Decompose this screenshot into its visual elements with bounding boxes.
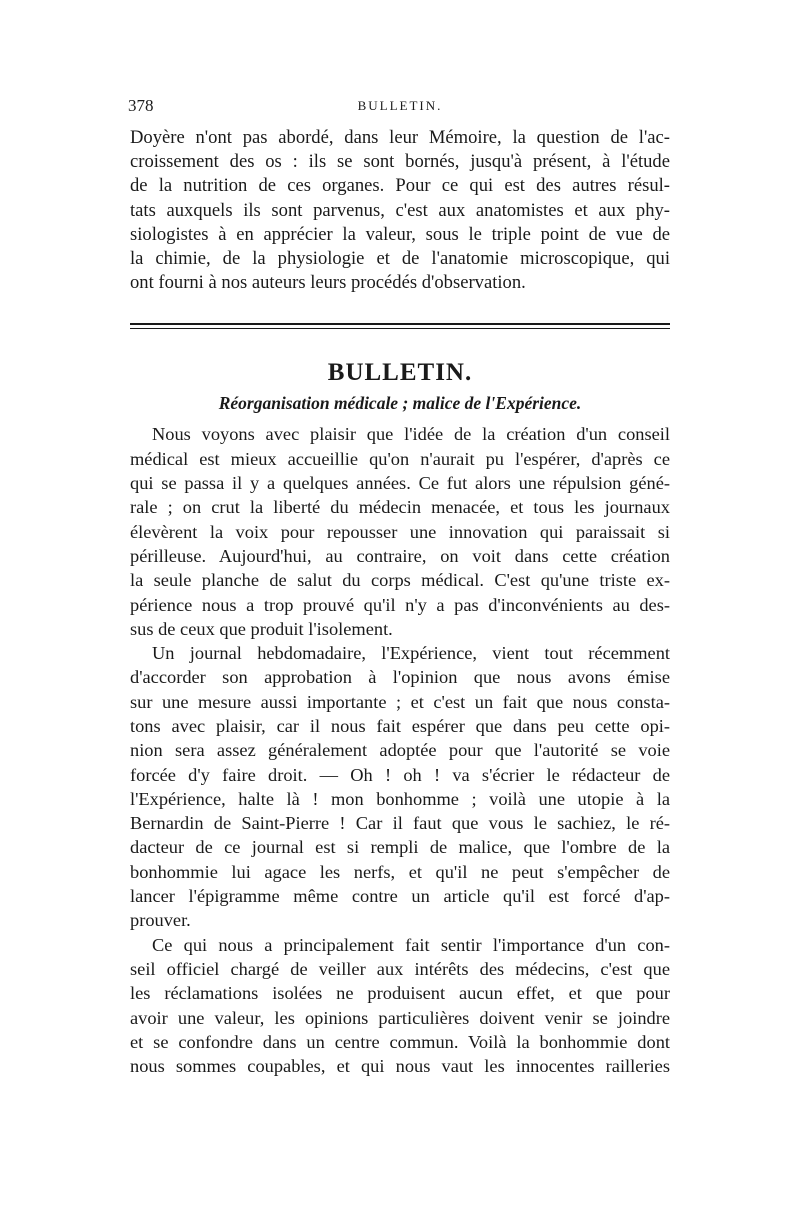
text-line: avoir une valeur, les opinions particulières doivent venir se joindre: [130, 1007, 670, 1028]
text-line: la seule planche de salut du corps médical. C'est qu'une triste ex-: [130, 570, 670, 591]
text-line: ont fourni à nos auteurs leurs procédés d'observation.: [130, 272, 526, 294]
text-line: l'Expérience, halte là ! mon bonhomme ; voilà une utopie à la: [130, 788, 670, 809]
text-line: Un journal hebdomadaire, l'Expérience, vient tout récemment: [152, 643, 670, 664]
book-page: [130, 96, 670, 1078]
text-line: tats auxquels ils sont parvenus, c'est aux anatomistes et aux phy-: [130, 199, 670, 221]
divider-rule: [130, 328, 670, 329]
text-line: bonhommie lui agace les nerfs, et qu'il ne peut s'empêcher de: [130, 861, 670, 882]
text-line: qui se passa il y a quelques années. Ce fut alors une répulsion géné-: [130, 473, 670, 494]
text-line: nion sera assez généralement adoptée pour que l'autorité se voie: [130, 740, 670, 761]
text-line: lancer l'épigramme même contre un article qu'il est forcé d'ap-: [130, 886, 670, 907]
text-line: d'accorder son approbation à l'opinion que nous avons émise: [130, 667, 670, 688]
text-line: périlleuse. Aujourd'hui, au contraire, on voit dans cette création: [130, 545, 670, 566]
text-line: nous sommes coupables, et qui nous vaut les innocentes railleries: [130, 1056, 670, 1077]
text-line: rale ; on crut la liberté du médecin menacée, et tous les journaux: [130, 497, 670, 518]
section-subtitle: Réorganisation médicale ; malice de l'Expérience.: [218, 393, 582, 414]
text-line: Ce qui nous a principalement fait sentir l'importance d'un con-: [152, 934, 670, 955]
text-line: les réclamations isolées ne produisent aucun effet, et que pour: [130, 983, 670, 1004]
text-line: Nous voyons avec plaisir que l'idée de la création d'un conseil: [152, 424, 670, 445]
divider-rule: [130, 323, 670, 325]
body-paragraph: [130, 933, 670, 1079]
text-line: de la nutrition de ces organes. Pour ce qui est des autres résul-: [130, 175, 670, 197]
text-line: périence nous a trop prouvé qu'il n'y a pas d'inconvénients au des-: [130, 594, 670, 615]
running-title: BULLETIN.: [357, 98, 443, 113]
text-line: seil officiel chargé de veiller aux intérêts des médecins, c'est que: [130, 958, 670, 979]
text-line: et se confondre dans un centre commun. Voilà la bonhommie dont: [130, 1031, 670, 1052]
text-line: sus de ceux que produit l'isolement.: [130, 618, 393, 639]
intro-paragraph: [130, 126, 670, 295]
text-line: Bernardin de Saint-Pierre ! Car il faut que vous le sachiez, le ré-: [130, 813, 670, 834]
section-title: BULLETIN.: [327, 359, 473, 387]
page-number: 378: [128, 96, 154, 115]
text-line: sur une mesure aussi importante ; et c'est un fait que nous consta-: [130, 691, 670, 712]
text-line: siologistes à en apprécier la valeur, sous le triple point de vue de: [130, 223, 670, 245]
text-line: dacteur de ce journal est si rempli de malice, que l'ombre de la: [130, 837, 670, 858]
text-line: Doyère n'ont pas abordé, dans leur Mémoire, la question de l'ac-: [130, 127, 670, 148]
running-head: [130, 96, 670, 126]
body-paragraph: [130, 641, 670, 933]
text-line: médical est mieux accueillie qu'on n'aurait pu l'espérer, d'après ce: [130, 448, 670, 469]
text-line: croissement des os : ils se sont bornés, jusqu'à présent, à l'étude: [130, 151, 670, 173]
text-line: la chimie, de la physiologie et de l'anatomie microscopique, qui: [130, 248, 670, 270]
body-paragraph: [130, 422, 670, 641]
text-line: tons avec plaisir, car il nous fait espérer que dans peu cette opi-: [130, 715, 670, 736]
text-line: prouver.: [130, 910, 191, 931]
text-line: élevèrent la voix pour repousser une innovation qui paraissait si: [130, 521, 670, 542]
text-line: forcée d'y faire droit. — Oh ! oh ! va s'écrier le rédacteur de: [130, 764, 670, 785]
section-divider: [130, 323, 670, 329]
